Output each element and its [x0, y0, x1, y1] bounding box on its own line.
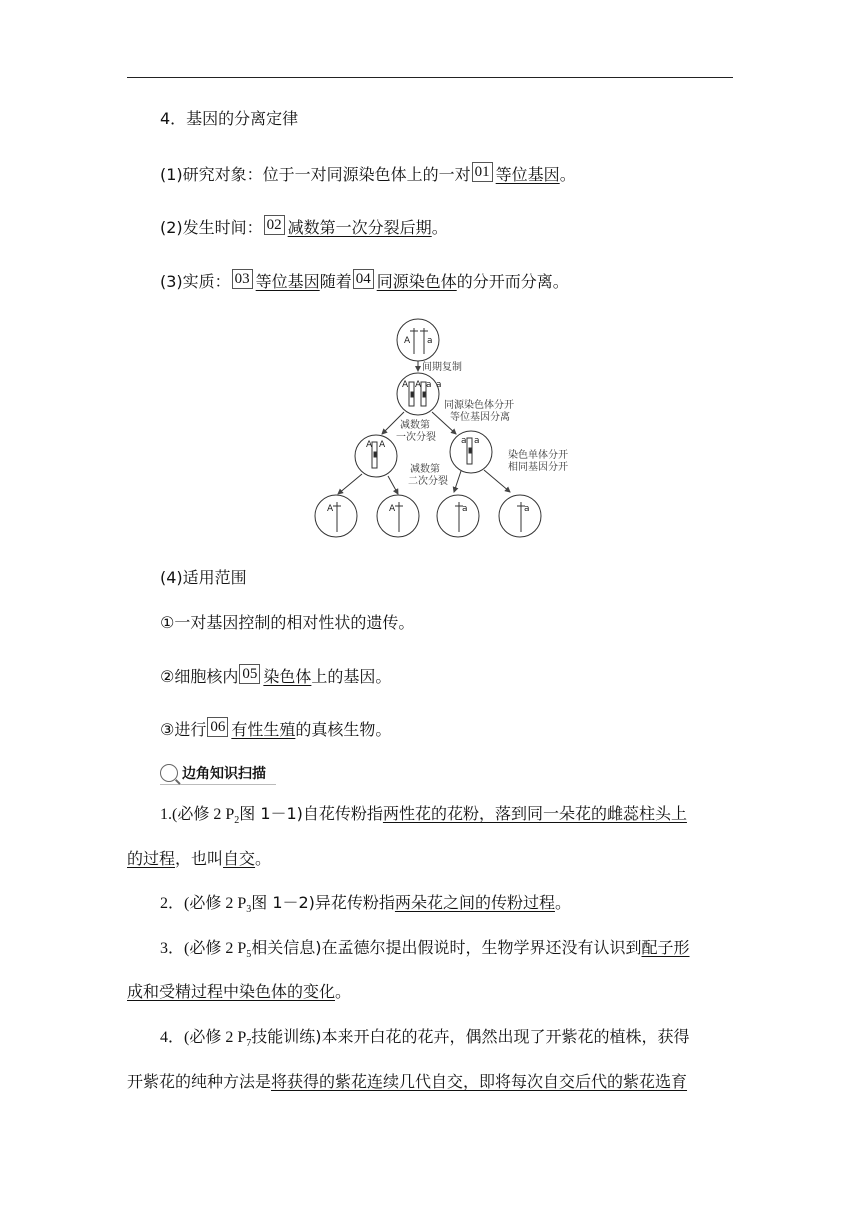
label-chromatid-separation: 染色单体分开: [508, 450, 568, 461]
label-allele-segregation: 等位基因分离: [450, 412, 510, 423]
item-scope-2: ②细胞核内 05 染色体上的基因。: [160, 666, 392, 686]
allele-label: A: [402, 380, 409, 390]
answer-text: 减数第一次分裂后期: [287, 218, 432, 237]
segregation-diagram: [306, 316, 586, 544]
corner-item-4-line-1: 4．(必修 2 $P_7$技能训练)本来开白花的花卉，偶然出现了开紫花的植株，获得: [160, 1027, 690, 1050]
answer-number-box: 05: [239, 664, 260, 684]
label-interphase: 间期复制: [422, 362, 462, 373]
corner-item-4-line-2: 开紫花的纯种方法是将获得的紫花连续几代自交，即将每次自交后代的紫花选育: [127, 1072, 688, 1091]
answer-number-box: 02: [264, 215, 285, 235]
allele-label: A: [327, 504, 334, 514]
label-meiosis-2: 减数第: [410, 464, 440, 475]
gamete-1: [315, 495, 357, 537]
header-rule: [127, 77, 733, 78]
corner-item-1-line-1: 1.(必修 2 $P_2$图 1－1)自花传粉指两性花的花粉，落到同一朵花的雌蕊柱头上: [160, 804, 687, 827]
section-heading: 4．基因的分离定律: [160, 109, 299, 128]
label-meiosis-1: 一次分裂: [396, 432, 436, 443]
magnifier-icon: [160, 764, 178, 782]
label-same-gene-separation: 相同基因分开: [508, 462, 568, 473]
gamete-3: [437, 495, 479, 537]
allele-label: a: [426, 380, 432, 390]
item-scope-title: (4)适用范围: [160, 568, 247, 587]
allele-label: A: [415, 380, 422, 390]
corner-knowledge-tag: [160, 762, 276, 785]
allele-label: a: [474, 436, 480, 446]
answer-number-box: 04: [353, 269, 374, 289]
allele-label: A: [389, 504, 396, 514]
item-essence: (3)实质： 03 等位基因随着 04 同源染色体的分开而分离。: [160, 271, 569, 291]
answer-text: 等位基因: [495, 165, 560, 184]
corner-item-3-line-2: 成和受精过程中染色体的变化。: [127, 982, 352, 1001]
allele-label: A: [379, 440, 386, 450]
answer-text: 染色体: [263, 667, 312, 686]
allele-label: a: [461, 436, 467, 446]
answer-text: 等位基因: [255, 272, 320, 291]
gamete-2: [377, 495, 419, 537]
answer-text: 同源染色体: [376, 272, 457, 291]
item-research-object: (1)研究对象：位于一对同源染色体上的一对 01 等位基因。: [160, 164, 576, 184]
answer-number-box: 01: [472, 162, 493, 182]
answer-text: 有性生殖: [231, 720, 296, 739]
allele-label: a: [427, 336, 433, 346]
item-occurrence-time: (2)发生时间： 02 减数第一次分裂后期。: [160, 217, 448, 237]
label-meiosis-2: 二次分裂: [408, 476, 448, 487]
corner-item-1-line-2: 的过程，也叫自交。: [127, 849, 272, 868]
item-scope-3: ③进行 06 有性生殖的真核生物。: [160, 719, 392, 739]
gamete-4: [499, 495, 541, 537]
corner-item-3-line-1: 3．(必修 2 $P_5$相关信息)在孟德尔提出假说时，生物学界还没有认识到配子形: [160, 938, 690, 961]
allele-label: a: [524, 504, 530, 514]
label-meiosis-1: 减数第: [400, 420, 430, 431]
allele-label: A: [404, 336, 411, 346]
item-scope-1: ①一对基因控制的相对性状的遗传。: [160, 613, 415, 632]
allele-label: a: [462, 504, 468, 514]
corner-knowledge-title: 边角知识扫描: [182, 766, 266, 782]
allele-label: A: [366, 440, 373, 450]
corner-item-2: 2．(必修 2 $P_3$图 1－2)异花传粉指两朵花之间的传粉过程。: [160, 893, 571, 916]
label-homolog-separation: 同源染色体分开: [444, 400, 514, 411]
answer-number-box: 03: [232, 269, 253, 289]
allele-label: a: [436, 380, 442, 390]
answer-number-box: 06: [207, 717, 228, 737]
